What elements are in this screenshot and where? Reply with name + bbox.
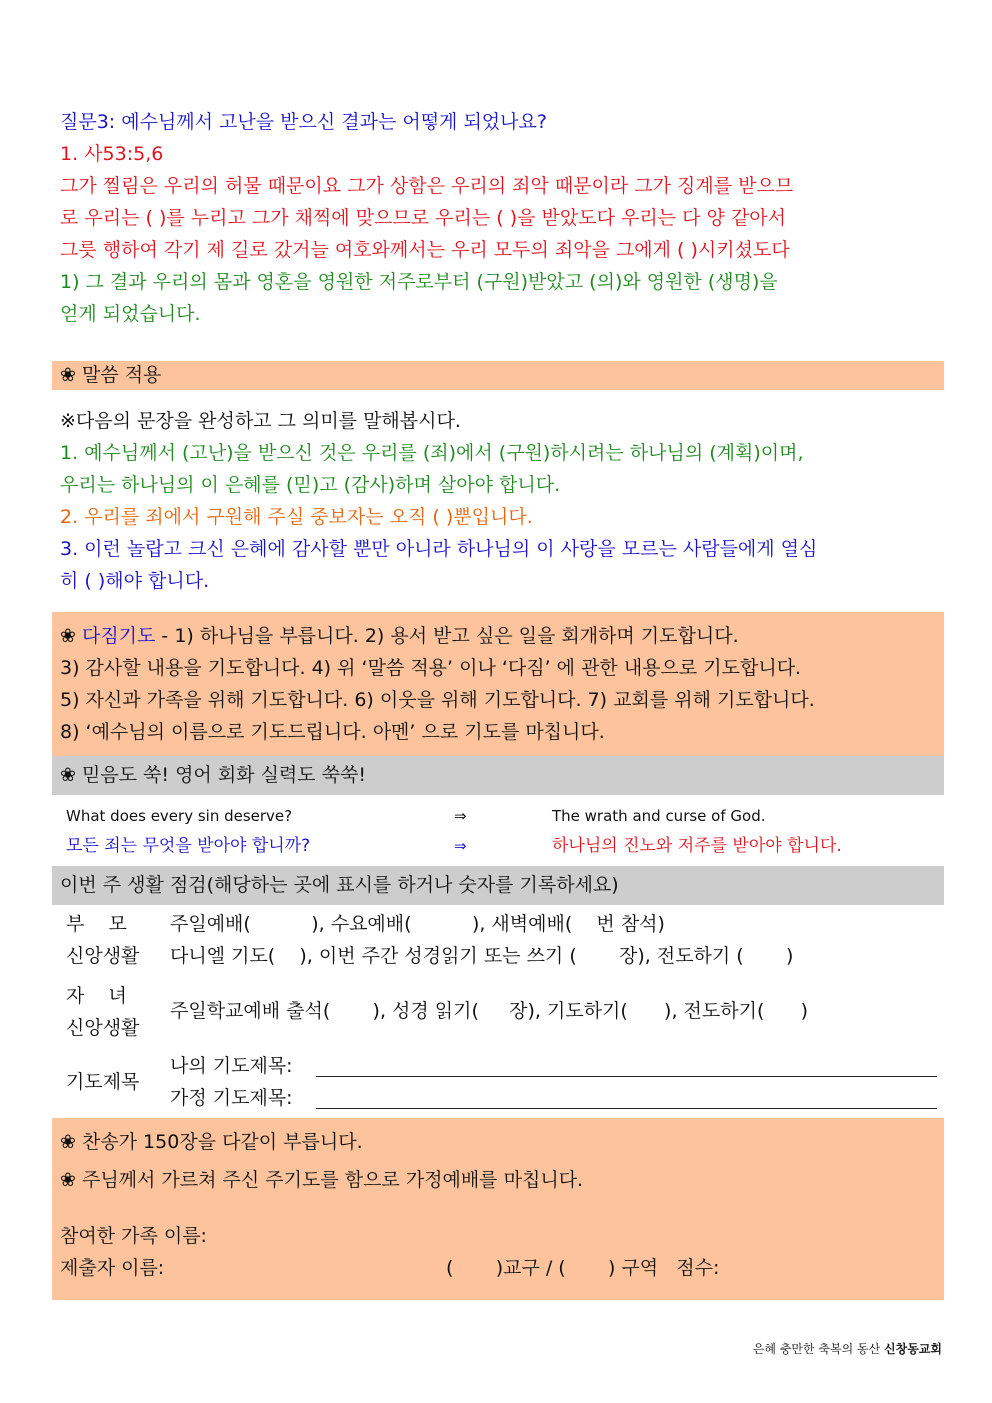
hymn-line: ❀ 찬송가 150장을 다같이 부릅니다. bbox=[60, 1131, 363, 1153]
check-header-bar bbox=[52, 866, 944, 905]
apply-intro: ※다음의 문장을 완성하고 그 의미를 말해봅시다. bbox=[60, 410, 461, 432]
parent-check-line-2: 다니엘 기도( ), 이번 주간 성경읽기 또는 쓰기 ( 장), 전도하기 ( ) bbox=[170, 945, 794, 967]
family-prayer-field[interactable] bbox=[316, 1108, 937, 1109]
apply-header: ❀ 말씀 적용 bbox=[60, 364, 162, 386]
submitter-label: 제출자 이름: bbox=[60, 1257, 165, 1279]
verse-line: 그가 찔림은 우리의 허물 때문이요 그가 상함은 우리의 죄악 때문이라 그가 징계를 받으므 bbox=[60, 175, 794, 197]
prayer-topic-label: 기도제목 bbox=[66, 1071, 140, 1093]
prayer-box bbox=[52, 612, 944, 756]
korean-question: 모든 죄는 무엇을 받아야 합니까? bbox=[66, 836, 311, 856]
family-names-label: 참여한 가족 이름: bbox=[60, 1225, 207, 1247]
child-label-2: 신앙생활 bbox=[66, 1017, 140, 1039]
english-header-bar bbox=[52, 756, 944, 795]
parent-check-line-1: 주일예배( ), 수요예배( ), 새벽예배( 번 참석) bbox=[170, 913, 665, 935]
church-name: 신창동교회 bbox=[884, 1342, 942, 1356]
arrow-icon: ⇒ bbox=[454, 807, 467, 825]
lords-prayer-line: ❀ 주님께서 가르쳐 주신 주기도를 함으로 가정예배를 마칩니다. bbox=[60, 1169, 584, 1191]
apply-item-1: 1. 예수님께서 (고난)을 받으신 것은 우리를 (죄)에서 (구원)하시려는 하나님의 (계획)이며, bbox=[60, 442, 804, 464]
my-prayer-label: 나의 기도제목: bbox=[170, 1055, 293, 1077]
answer-line: 1) 그 결과 우리의 몸과 영혼을 영원한 저주로부터 (구원)받았고 (의)와 영원한 (생명)을 bbox=[60, 271, 778, 293]
answer-line: 얻게 되었습니다. bbox=[60, 303, 201, 325]
prayer-line: 8) ‘예수님의 이름으로 기도드립니다. 아멘’ 으로 기도를 마칩니다. bbox=[60, 721, 605, 743]
check-header: 이번 주 생활 점검(해당하는 곳에 표시를 하거나 숫자를 기록하세요) bbox=[60, 874, 619, 896]
apply-item-3-cont: 히 ( )해야 합니다. bbox=[60, 570, 210, 592]
prayer-line: 3) 감사할 내용을 기도합니다. 4) 위 ‘말씀 적용’ 이나 ‘다짐’ 에 관한 내용으로 기도합니다. bbox=[60, 657, 802, 679]
arrow-icon: ⇒ bbox=[454, 837, 467, 855]
child-check-line: 주일학교예배 출석( ), 성경 읽기( 장), 기도하기( ), 전도하기( ) bbox=[170, 1000, 809, 1022]
scripture-reference: 1. 사53:5,6 bbox=[60, 143, 164, 165]
prayer-line-1 bbox=[60, 620, 739, 652]
apply-item-3: 3. 이런 놀랍고 크신 은혜에 감사할 뿐만 아니라 하나님의 이 사랑을 모르는 사람들에게 열심 bbox=[60, 538, 818, 560]
english-answer: The wrath and curse of God. bbox=[552, 807, 766, 825]
footer-motto: 은혜 충만한 축복의 동산 bbox=[752, 1342, 881, 1356]
english-header: ❀ 믿음도 쑥! 영어 회화 실력도 쑥쑥! bbox=[60, 764, 366, 786]
korean-answer: 하나님의 진노와 저주를 받아야 합니다. bbox=[552, 836, 842, 856]
apply-item-2: 2. 우리를 죄에서 구원해 주실 중보자는 오직 ( )뿐입니다. bbox=[60, 506, 533, 528]
closing-box bbox=[52, 1118, 944, 1300]
parent-label-2: 신앙생활 bbox=[66, 945, 140, 967]
apply-item-1-cont: 우리는 하나님의 이 은혜를 (믿)고 (감사)하며 살아야 합니다. bbox=[60, 474, 561, 496]
prayer-label: 다짐기도 bbox=[81, 625, 156, 647]
prayer-line-1-text: - 1) 하나님을 부릅니다. 2) 용서 받고 싶은 일을 회개하며 기도합니다. bbox=[155, 625, 739, 647]
verse-line: 그릇 행하여 각기 제 길로 갔거늘 여호와께서는 우리 모두의 죄악을 그에게 ( )시키셨도다 bbox=[60, 239, 790, 261]
family-prayer-label: 가정 기도제목: bbox=[170, 1087, 293, 1109]
parent-label: 부 모 bbox=[66, 913, 127, 935]
flower-icon: ❀ bbox=[60, 625, 76, 647]
apply-header-bar bbox=[52, 361, 944, 390]
child-label: 자 녀 bbox=[66, 985, 127, 1007]
district-score: ( )교구 / ( ) 구역 점수: bbox=[446, 1257, 720, 1279]
my-prayer-field[interactable] bbox=[316, 1076, 937, 1077]
verse-line: 로 우리는 ( )를 누리고 그가 채찍에 맞으므로 우리는 ( )을 받았도다 우리는 다 양 같아서 bbox=[60, 207, 786, 229]
footer bbox=[753, 1340, 942, 1357]
prayer-line: 5) 자신과 가족을 위해 기도합니다. 6) 이웃을 위해 기도합니다. 7) 교회를 위해 기도합니다. bbox=[60, 689, 815, 711]
english-question: What does every sin deserve? bbox=[66, 807, 293, 825]
question-title: 질문3: 예수님께서 고난을 받으신 결과는 어떻게 되었나요? bbox=[60, 111, 547, 133]
